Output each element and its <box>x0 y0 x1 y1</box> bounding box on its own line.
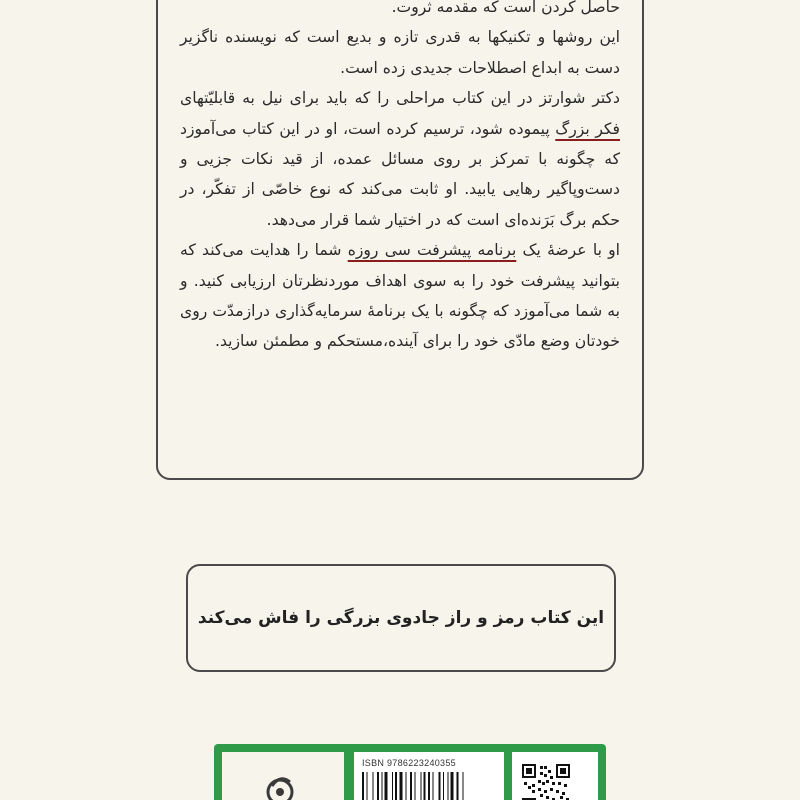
highlighted-phrase: فکر بزرگ <box>555 119 620 138</box>
paragraph-text: او با عرضهٔ یک <box>516 241 620 260</box>
description-paragraphs <box>180 22 620 356</box>
paragraph-text: پیموده شود، ترسیم کرده است، او در این کتاب می‌آموزد که چگونه با تمرکز بر روی مسائل عمده، از قید نکات جزیی و دست‌وپاگیر رهایی یابید. او ثابت می‌کند که نوع خاصّی از تفکّر، در حکم برگ بَرَنده‌ای است که در اختیار شما قرار می‌دهد. <box>180 119 620 229</box>
tagline-text: این کتاب رمز و راز جادوی بزرگی را فاش می‌کند <box>197 608 605 628</box>
qr-code-icon <box>522 764 570 800</box>
paragraph-text: این روشها و تکنیکها به قدری تازه و بدیع است که نویسنده ناگزیر دست به ابداع اصطلاحات جدیدی زده است. <box>180 28 620 77</box>
description-box <box>156 0 644 480</box>
highlighted-phrase: برنامه پیشرفت سی روزه <box>347 241 517 260</box>
tagline-box <box>186 564 616 672</box>
paragraph-text: شما را هدایت می‌کند که بتوانید پیشرفت خود را به سوی اهداف موردنظرتان ارزیابی کنید. و به شما می‌آموزد که چگونه با یک برنامهٔ سرمایه‌گذاری درازمدّت روی خودتان وضع مادّی خود را برای آینده،مستحکم و مطمئن سازید. <box>180 241 620 351</box>
publisher-logo-icon <box>260 772 300 800</box>
isbn-number: ISBN 9786223240355 <box>362 758 456 768</box>
paragraph-text: دکتر شوارتز در این کتاب مراحلی را که باید برای نیل به قابلیّتهای <box>180 89 620 108</box>
description-paragraph <box>180 235 620 357</box>
description-paragraph <box>180 22 620 83</box>
description-paragraph <box>180 83 620 235</box>
description-top-partial-line: حاصل کردن است که مقدمه ثروت. <box>391 0 620 16</box>
barcode-icon <box>362 772 496 800</box>
